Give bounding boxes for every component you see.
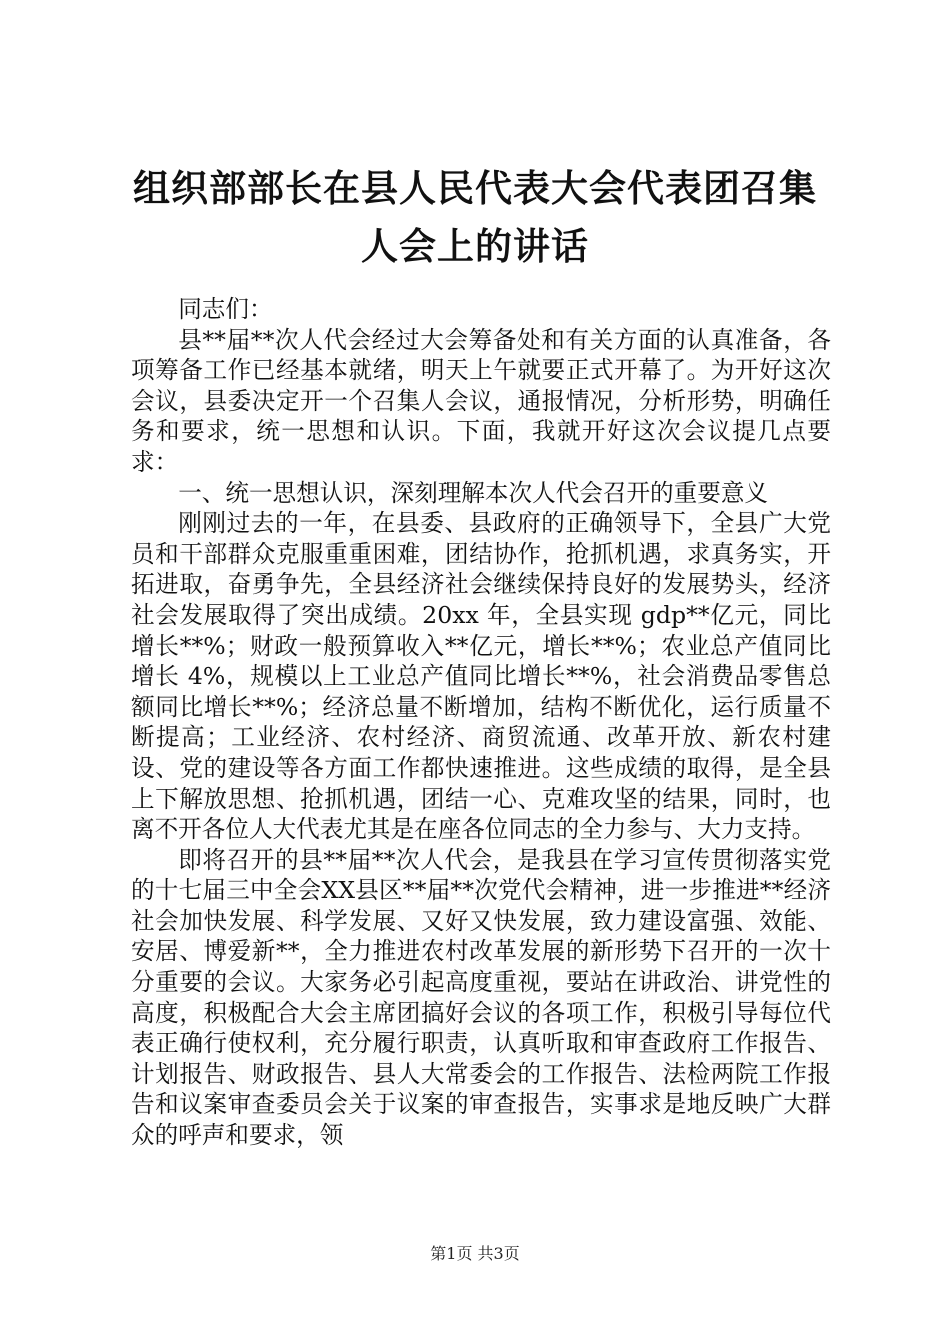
paragraph-meeting: 即将召开的县**届**次人代会，是我县在学习宣传贯彻落实党的十七届三中全会XX县区**届**次党代会精神，进一步推进**经济社会加快发展、科学发展、又好又快发展，致力建设富强、效能、安居、博爱新**，全力推进农村改革发展的新形势下召开的一次十分重要的会议。大家务必引起高度重视，要站在讲政治、讲党性的高度，积极配合大会主席团搞好会议的各项工作，积极引导每位代表正确行使权利，充分履行职责，认真听取和审查政府工作报告、计划报告、财政报告、县人大常委会的工作报告、法检两院工作报告和议案审查委员会关于议案的审查报告，实事求是地反映广大群众的呼声和要求，领 <box>131 845 831 1150</box>
paragraph-intro: 县**届**次人代会经过大会筹备处和有关方面的认真准备，各项筹备工作已经基本就绪，明天上午就要正式开幕了。为开好这次会议，县委决定开一个召集人会议，通报情况，分析形势，明确任务和要求，统一思想和认识。下面，我就开好这次会议提几点要求： <box>131 325 831 476</box>
document-title: 组织部部长在县人民代表大会代表团召集人会上的讲话 <box>133 167 817 268</box>
document-body <box>131 294 831 1151</box>
page-footer: 第1页 共3页 <box>430 1244 520 1263</box>
section-heading: 一、统一思想认识，深刻理解本次人代会召开的重要意义 <box>178 478 769 507</box>
salutation: 同志们： <box>178 295 273 323</box>
paragraph-achievements: 刚刚过去的一年，在县委、县政府的正确领导下，全县广大党员和干部群众克服重重困难，团结协作，抢抓机遇，求真务实，开拓进取，奋勇争先，全县经济社会继续保持良好的发展势头，经济社会发展取得了突出成绩。20xx 年，全县实现 gdp**亿元，同比增长**%；财政一般预算收入**亿元，增长**%；农业总产值同比增长 4%，规模以上工业总产值同比增长**%，社会消费品零售总额同比增长**%；经济总量不断增加，结构不断优化，运行质量不断提高；工业经济、农村经济、商贸流通、改革开放、新农村建设、党的建设等各方面工作都快速推进。这些成绩的取得，是全县上下解放思想、抢抓机遇，团结一心、克难攻坚的结果，同时，也离不开各位人大代表尤其是在座各位同志的全力参与、大力支持。 <box>131 509 831 844</box>
